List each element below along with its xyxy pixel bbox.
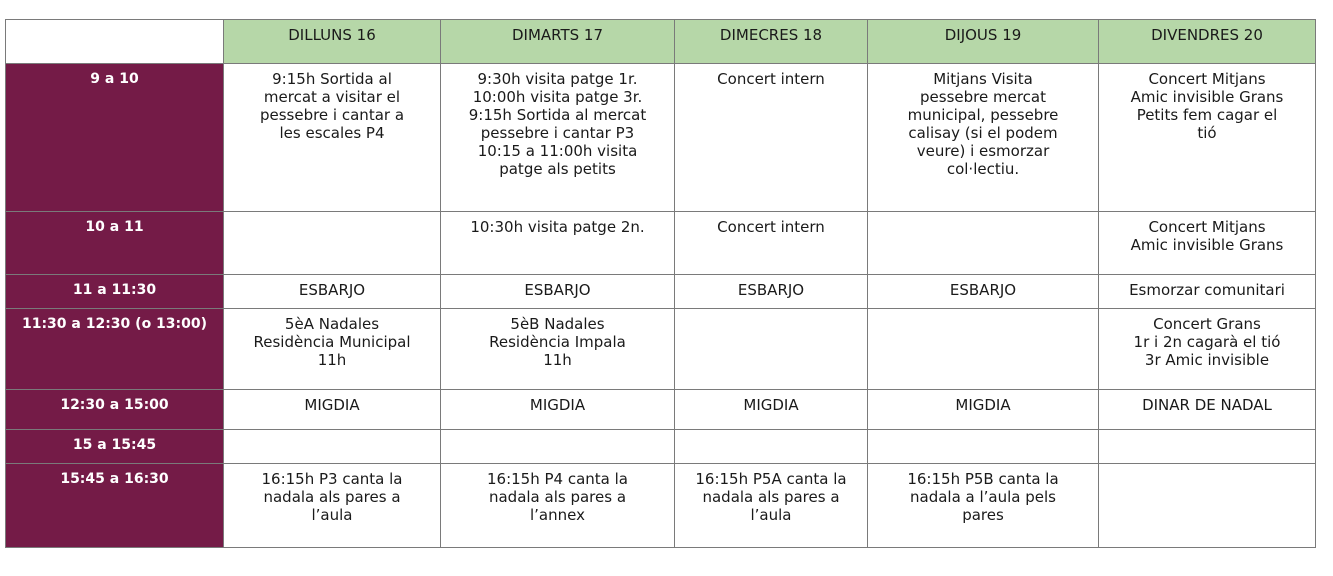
schedule-cell: [868, 309, 1099, 390]
table-row: [6, 390, 1316, 430]
schedule-cell: Mitjans Visita pessebre mercat municipal, pessebre calisay (si el podem veure) i esmorzar col·lectiu.: [868, 64, 1099, 212]
schedule-cell: 16:15h P4 canta la nadala als pares a l’annex: [441, 464, 675, 548]
day-header-thursday: DIJOUS 19: [868, 20, 1099, 64]
break-cell: ESBARJO: [868, 275, 1099, 309]
break-cell: ESBARJO: [224, 275, 441, 309]
schedule-cell: [224, 430, 441, 464]
schedule-cell: [675, 309, 868, 390]
table-row: [6, 464, 1316, 548]
time-slot-label: 12:30 a 15:00: [6, 390, 224, 430]
schedule-cell: 5èB Nadales Residència Impala 11h: [441, 309, 675, 390]
table-row: [6, 309, 1316, 390]
schedule-cell: 9:15h Sortida al mercat a visitar el pessebre i cantar a les escales P4: [224, 64, 441, 212]
schedule-cell: 16:15h P5B canta la nadala a l’aula pels pares: [868, 464, 1099, 548]
time-slot-label: 9 a 10: [6, 64, 224, 212]
table-row: [6, 430, 1316, 464]
schedule-cell: [868, 212, 1099, 275]
schedule-cell: 16:15h P3 canta la nadala als pares a l’aula: [224, 464, 441, 548]
day-header-monday: DILLUNS 16: [224, 20, 441, 64]
schedule-cell: [441, 430, 675, 464]
table-row: [6, 212, 1316, 275]
schedule-cell: Concert Mitjans Amic invisible Grans Petits fem cagar el tió: [1099, 64, 1316, 212]
schedule-cell: [675, 430, 868, 464]
header-row: [6, 20, 1316, 64]
lunch-cell: DINAR DE NADAL: [1099, 390, 1316, 430]
time-slot-label: 11 a 11:30: [6, 275, 224, 309]
day-header-friday: DIVENDRES 20: [1099, 20, 1316, 64]
table-row: [6, 275, 1316, 309]
schedule-cell: [1099, 430, 1316, 464]
time-slot-label: 11:30 a 12:30 (o 13:00): [6, 309, 224, 390]
break-cell: ESBARJO: [441, 275, 675, 309]
schedule-cell: 10:30h visita patge 2n.: [441, 212, 675, 275]
schedule-cell: 5èA Nadales Residència Municipal 11h: [224, 309, 441, 390]
time-slot-label: 10 a 11: [6, 212, 224, 275]
time-slot-label: 15:45 a 16:30: [6, 464, 224, 548]
schedule-cell: Concert intern: [675, 64, 868, 212]
lunch-cell: MIGDIA: [224, 390, 441, 430]
schedule-cell: Concert Grans 1r i 2n cagarà el tió 3r Amic invisible: [1099, 309, 1316, 390]
schedule-cell: Concert intern: [675, 212, 868, 275]
corner-cell: [6, 20, 224, 64]
day-header-wednesday: DIMECRES 18: [675, 20, 868, 64]
break-cell: Esmorzar comunitari: [1099, 275, 1316, 309]
lunch-cell: MIGDIA: [675, 390, 868, 430]
schedule-table: [5, 19, 1316, 548]
schedule-cell: [1099, 464, 1316, 548]
schedule-cell: 16:15h P5A canta la nadala als pares a l’aula: [675, 464, 868, 548]
day-header-tuesday: DIMARTS 17: [441, 20, 675, 64]
break-cell: ESBARJO: [675, 275, 868, 309]
schedule-cell: Concert Mitjans Amic invisible Grans: [1099, 212, 1316, 275]
schedule-cell: [868, 430, 1099, 464]
schedule-cell: [224, 212, 441, 275]
lunch-cell: MIGDIA: [868, 390, 1099, 430]
table-row: [6, 64, 1316, 212]
time-slot-label: 15 a 15:45: [6, 430, 224, 464]
lunch-cell: MIGDIA: [441, 390, 675, 430]
schedule-cell: 9:30h visita patge 1r. 10:00h visita patge 3r. 9:15h Sortida al mercat pessebre i cantar P3 10:15 a 11:00h visita patge als petits: [441, 64, 675, 212]
